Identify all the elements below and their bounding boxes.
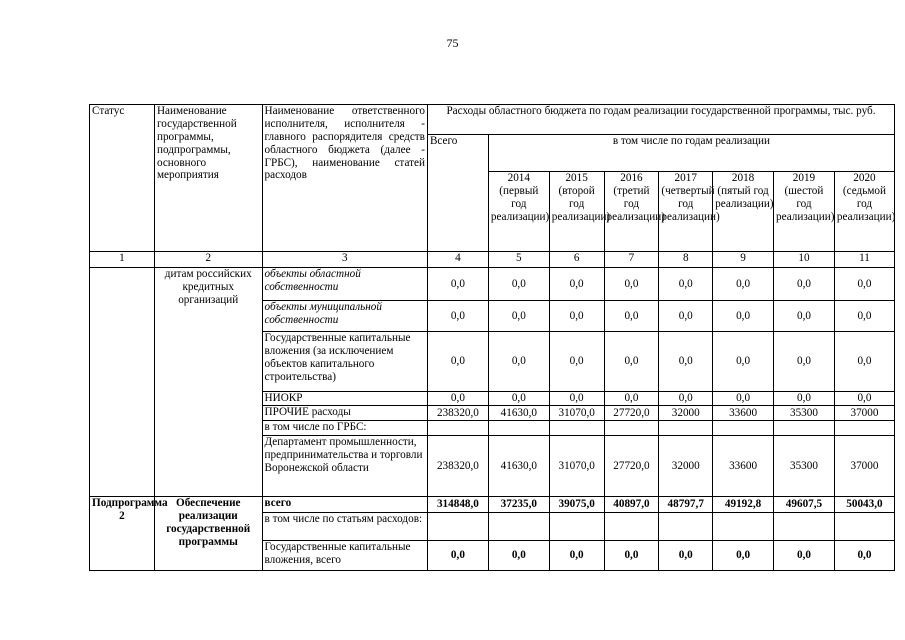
row-label: всего bbox=[262, 497, 427, 513]
value-cell: 0,0 bbox=[834, 541, 894, 571]
value-cell: 0,0 bbox=[774, 301, 835, 332]
value-cell bbox=[488, 421, 549, 436]
value-cell: 40897,0 bbox=[604, 497, 659, 513]
column-number: 2 bbox=[154, 252, 262, 268]
value-cell: 0,0 bbox=[659, 541, 713, 571]
row-label: Департамент промышленности, предпринимательства и торговли Воронежской области bbox=[262, 436, 427, 497]
value-cell: 33600 bbox=[713, 406, 774, 421]
column-number: 1 bbox=[90, 252, 155, 268]
value-cell: 0,0 bbox=[427, 268, 488, 301]
value-cell: 49192,8 bbox=[713, 497, 774, 513]
value-cell: 238320,0 bbox=[427, 406, 488, 421]
header-year: 2015 (второй год реализации) bbox=[549, 172, 604, 252]
value-cell: 0,0 bbox=[604, 268, 659, 301]
value-cell: 0,0 bbox=[549, 332, 604, 392]
value-cell: 31070,0 bbox=[549, 436, 604, 497]
header-executor: Наименование ответственного исполнителя, исполнителя - главного распорядителя средств областного бюджета (далее - ГРБС), наименование статей расходов bbox=[262, 105, 427, 252]
value-cell: 48797,7 bbox=[659, 497, 713, 513]
row-label: НИОКР bbox=[262, 392, 427, 406]
row-label: объекты областной собственности bbox=[262, 268, 427, 301]
value-cell: 0,0 bbox=[774, 332, 835, 392]
header-year: 2014 (первый год реализации) bbox=[488, 172, 549, 252]
value-cell bbox=[549, 513, 604, 541]
subprogram-name: Обеспечение реализации государственной программы bbox=[154, 497, 262, 571]
value-cell: 0,0 bbox=[834, 392, 894, 406]
column-number: 4 bbox=[427, 252, 488, 268]
value-cell: 0,0 bbox=[604, 301, 659, 332]
value-cell bbox=[604, 513, 659, 541]
value-cell: 0,0 bbox=[549, 301, 604, 332]
column-number: 6 bbox=[549, 252, 604, 268]
value-cell: 37235,0 bbox=[488, 497, 549, 513]
value-cell: 0,0 bbox=[659, 268, 713, 301]
value-cell bbox=[834, 421, 894, 436]
value-cell: 314848,0 bbox=[427, 497, 488, 513]
value-cell bbox=[774, 421, 835, 436]
header-total: Всего bbox=[427, 135, 488, 252]
column-number: 7 bbox=[604, 252, 659, 268]
value-cell: 35300 bbox=[774, 436, 835, 497]
value-cell bbox=[549, 421, 604, 436]
value-cell: 0,0 bbox=[604, 332, 659, 392]
value-cell bbox=[659, 513, 713, 541]
value-cell bbox=[713, 513, 774, 541]
header-program-name: Наименование государственной программы, подпрограммы, основного мероприятия bbox=[154, 105, 262, 252]
value-cell: 0,0 bbox=[427, 332, 488, 392]
value-cell: 0,0 bbox=[488, 268, 549, 301]
value-cell: 0,0 bbox=[774, 268, 835, 301]
header-year: 2017 (четвертый год реализации) bbox=[659, 172, 713, 252]
table-row bbox=[90, 497, 895, 513]
value-cell bbox=[713, 421, 774, 436]
value-cell: 0,0 bbox=[834, 268, 894, 301]
subprogram-status: Подпрограмма 2 bbox=[90, 497, 155, 571]
value-cell: 35300 bbox=[774, 406, 835, 421]
value-cell: 0,0 bbox=[427, 301, 488, 332]
continuation-name: дитам российских кредитных организаций bbox=[154, 268, 262, 497]
header-expenses: Расходы областного бюджета по годам реализации государственной программы, тыс. руб. bbox=[427, 105, 894, 135]
value-cell bbox=[427, 421, 488, 436]
value-cell: 0,0 bbox=[549, 541, 604, 571]
value-cell bbox=[834, 513, 894, 541]
value-cell: 41630,0 bbox=[488, 406, 549, 421]
value-cell: 0,0 bbox=[713, 332, 774, 392]
column-number: 3 bbox=[262, 252, 427, 268]
row-label: Государственные капитальные вложения, всего bbox=[262, 541, 427, 571]
value-cell: 0,0 bbox=[659, 392, 713, 406]
value-cell bbox=[427, 513, 488, 541]
header-status: Статус bbox=[90, 105, 155, 252]
column-number: 5 bbox=[488, 252, 549, 268]
header-year: 2016 (третий год реализации) bbox=[604, 172, 659, 252]
row-label: в том числе по ГРБС: bbox=[262, 421, 427, 436]
value-cell: 33600 bbox=[713, 436, 774, 497]
value-cell: 0,0 bbox=[659, 301, 713, 332]
value-cell: 0,0 bbox=[427, 392, 488, 406]
value-cell: 0,0 bbox=[713, 392, 774, 406]
value-cell: 27720,0 bbox=[604, 406, 659, 421]
value-cell: 27720,0 bbox=[604, 436, 659, 497]
value-cell: 0,0 bbox=[604, 541, 659, 571]
status-cell-empty bbox=[90, 268, 155, 497]
value-cell bbox=[774, 513, 835, 541]
row-label: ПРОЧИЕ расходы bbox=[262, 406, 427, 421]
value-cell: 0,0 bbox=[834, 301, 894, 332]
value-cell: 39075,0 bbox=[549, 497, 604, 513]
value-cell: 0,0 bbox=[427, 541, 488, 571]
row-label: объекты муниципальной собственности bbox=[262, 301, 427, 332]
value-cell: 37000 bbox=[834, 436, 894, 497]
value-cell: 238320,0 bbox=[427, 436, 488, 497]
value-cell: 0,0 bbox=[713, 268, 774, 301]
header-by-years: в том числе по годам реализации bbox=[488, 135, 894, 172]
value-cell bbox=[659, 421, 713, 436]
value-cell: 0,0 bbox=[488, 541, 549, 571]
column-number: 9 bbox=[713, 252, 774, 268]
value-cell: 49607,5 bbox=[774, 497, 835, 513]
value-cell: 0,0 bbox=[834, 332, 894, 392]
header-year: 2019 (шестой год реализации) bbox=[774, 172, 835, 252]
value-cell: 0,0 bbox=[659, 332, 713, 392]
value-cell: 41630,0 bbox=[488, 436, 549, 497]
row-label: Государственные капитальные вложения (за исключением объектов капитального строительства) bbox=[262, 332, 427, 392]
value-cell: 0,0 bbox=[488, 332, 549, 392]
column-number: 8 bbox=[659, 252, 713, 268]
header-year: 2020 (седьмой год реализации) bbox=[834, 172, 894, 252]
value-cell: 0,0 bbox=[549, 392, 604, 406]
value-cell: 0,0 bbox=[713, 301, 774, 332]
page-number: 75 bbox=[446, 36, 459, 50]
value-cell: 0,0 bbox=[488, 392, 549, 406]
value-cell: 37000 bbox=[834, 406, 894, 421]
value-cell bbox=[488, 513, 549, 541]
value-cell: 0,0 bbox=[549, 268, 604, 301]
table-row bbox=[90, 268, 895, 301]
budget-table bbox=[89, 104, 895, 571]
value-cell: 0,0 bbox=[774, 392, 835, 406]
value-cell: 31070,0 bbox=[549, 406, 604, 421]
value-cell: 0,0 bbox=[488, 301, 549, 332]
value-cell: 0,0 bbox=[604, 392, 659, 406]
value-cell: 32000 bbox=[659, 406, 713, 421]
column-number: 11 bbox=[834, 252, 894, 268]
value-cell: 32000 bbox=[659, 436, 713, 497]
value-cell: 50043,0 bbox=[834, 497, 894, 513]
value-cell bbox=[604, 421, 659, 436]
column-number: 10 bbox=[774, 252, 835, 268]
header-year: 2018 (пятый год реализации) bbox=[713, 172, 774, 252]
value-cell: 0,0 bbox=[713, 541, 774, 571]
value-cell: 0,0 bbox=[774, 541, 835, 571]
row-label: в том числе по статьям расходов: bbox=[262, 513, 427, 541]
